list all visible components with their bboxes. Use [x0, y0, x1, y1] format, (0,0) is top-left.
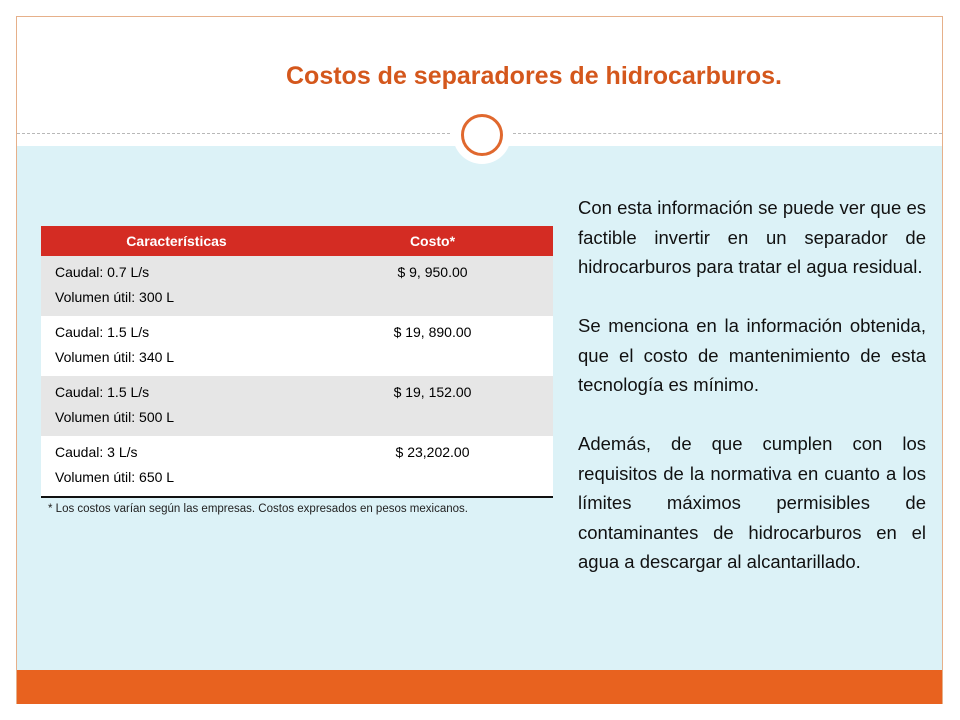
- cost-value: $ 9, 950.00: [397, 264, 468, 280]
- table-row: [41, 316, 553, 376]
- cost-cell: [312, 436, 553, 497]
- characteristics-cell: [41, 256, 312, 316]
- useful-volume: Volumen útil: 340 L: [55, 349, 175, 365]
- useful-volume: Volumen útil: 500 L: [55, 409, 175, 425]
- cost-cell: [312, 376, 553, 436]
- ornament-circle-icon: [461, 114, 503, 156]
- cost-cell: [312, 316, 553, 376]
- cost-value: $ 19, 152.00: [393, 384, 472, 400]
- divider-left: [17, 133, 450, 134]
- table-row: [41, 256, 553, 316]
- flow-rate: Caudal: 1.5 L/s: [55, 324, 150, 340]
- bottom-accent-bar: [17, 670, 942, 704]
- flow-rate: Caudal: 1.5 L/s: [55, 384, 150, 400]
- flow-rate: Caudal: 0.7 L/s: [55, 264, 150, 280]
- body-text: [578, 193, 926, 577]
- table-header-characteristics: Características: [41, 226, 312, 256]
- useful-volume: Volumen útil: 300 L: [55, 289, 175, 305]
- slide-title: Costos de separadores de hidrocarburos.: [286, 62, 782, 90]
- cost-cell: [312, 256, 553, 316]
- useful-volume: Volumen útil: 650 L: [55, 469, 175, 485]
- table-footnote: * Los costos varían según las empresas. Costos expresados en pesos mexicanos.: [48, 503, 468, 515]
- cost-value: $ 19, 890.00: [393, 324, 472, 340]
- table-header-row: [41, 226, 553, 256]
- characteristics-cell: [41, 316, 312, 376]
- paragraph-maintenance: Se menciona en la información obtenida, que el costo de mantenimiento de esta tecnología es mínimo.: [578, 315, 926, 395]
- paragraph-investment: Con esta información se puede ver que es factible invertir en un separador de hidrocarburos para tratar el agua residual.: [578, 197, 926, 277]
- characteristics-cell: [41, 376, 312, 436]
- table-row: [41, 436, 553, 497]
- divider-right: [513, 133, 942, 134]
- cost-table: [41, 226, 553, 498]
- table-header-cost: Costo*: [312, 226, 553, 256]
- table-row: [41, 376, 553, 436]
- cost-value: $ 23,202.00: [395, 444, 470, 460]
- flow-rate: Caudal: 3 L/s: [55, 444, 138, 460]
- paragraph-regulation: Además, de que cumplen con los requisitos de la normativa en cuanto a los límites máximos permisibles de contaminantes de hidrocarburos en el agua a descargar al alcantarillado.: [578, 433, 926, 572]
- characteristics-cell: [41, 436, 312, 497]
